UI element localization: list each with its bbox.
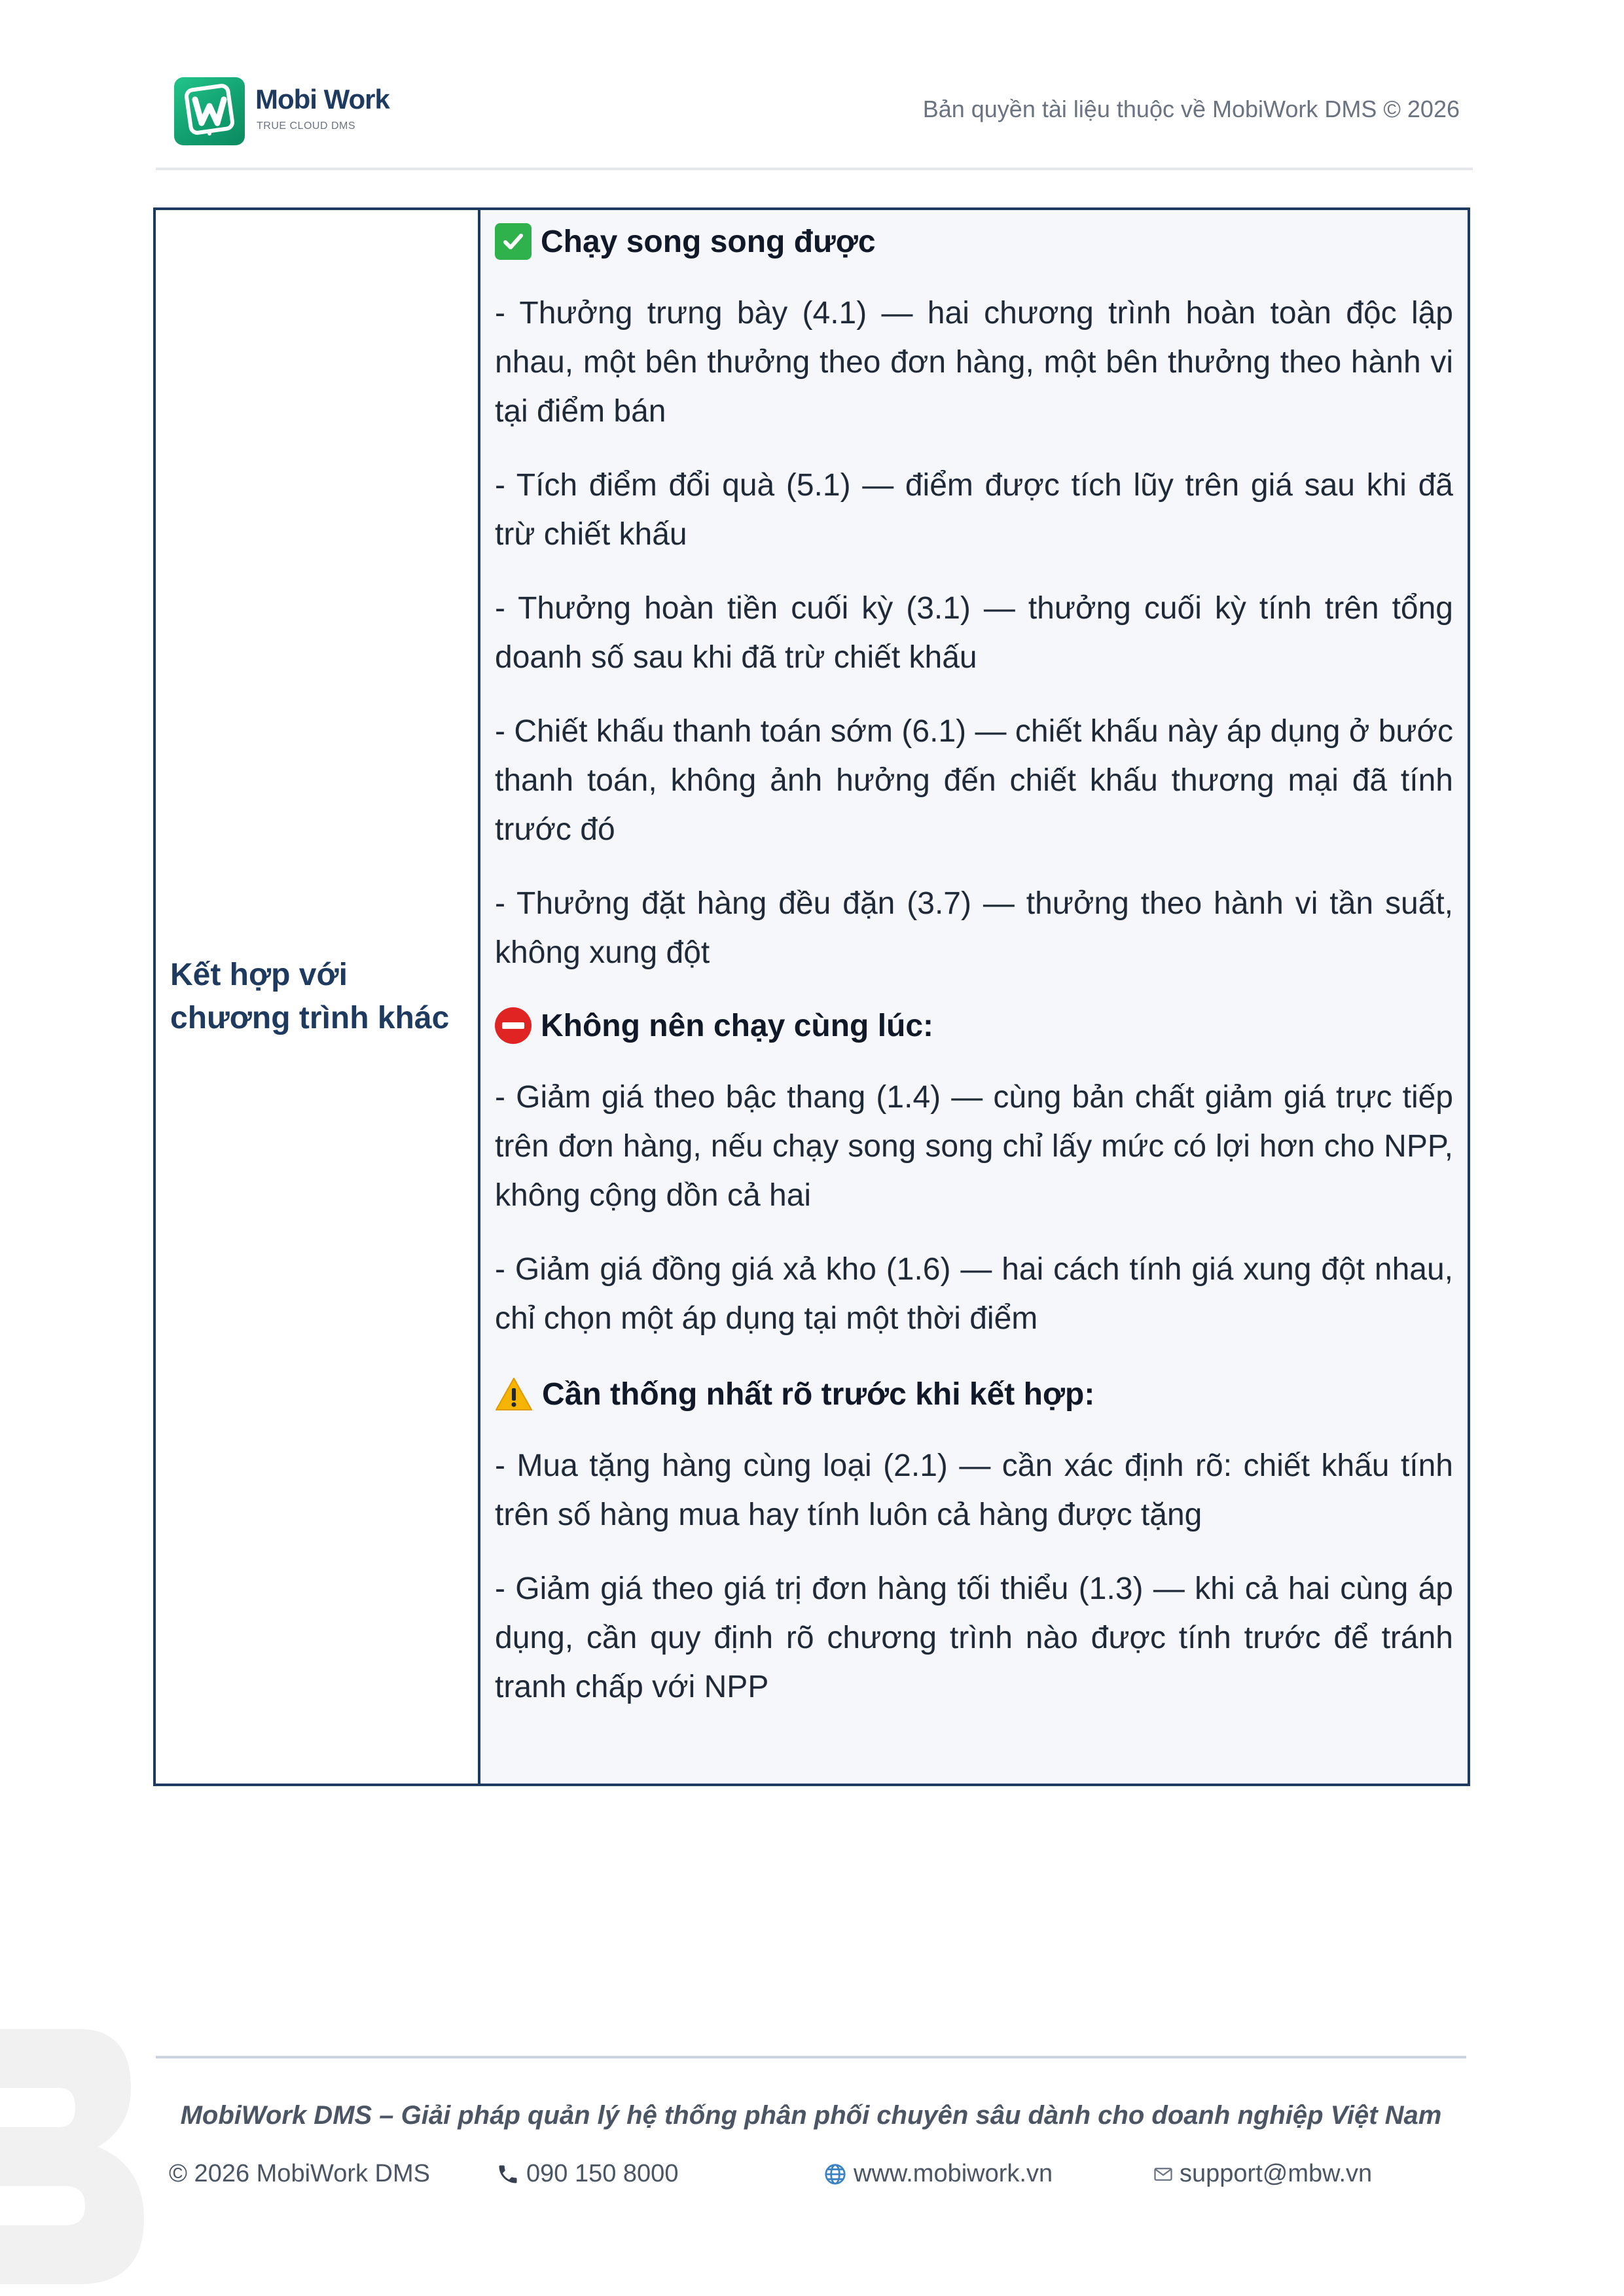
section-heading-text: Chạy song song được [541,224,876,259]
section-heading-text: Không nên chạy cùng lúc: [541,1008,934,1043]
footer-website-text[interactable]: www.mobiwork.vn [854,2160,1053,2187]
combination-table [153,207,1470,1786]
logo-tagline: TRUE CLOUD DMS [257,120,356,132]
footer-email[interactable] [1153,2160,1372,2188]
header-copyright: Bản quyền tài liệu thuộc về MobiWork DMS © 2026 [922,96,1460,122]
section-heading-text: Cần thống nhất rõ trước khi kết hợp: [542,1376,1095,1412]
list-item: - Tích điểm đổi quà (5.1) — điểm được tích lũy trên giá sau khi đã trừ chiết khấu [495,468,1453,552]
footer-divider [156,2056,1466,2058]
globe-icon [823,2162,847,2186]
phone-icon [496,2162,520,2186]
list-item: - Mua tặng hàng cùng loại (2.1) — cần xác định rõ: chiết khấu tính trên số hàng mua hay tính luôn cả hàng được tặng [495,1448,1453,1532]
check-mark-icon [495,223,532,260]
footer-tagline: MobiWork DMS – Giải pháp quản lý hệ thống phân phối chuyên sâu dành cho doanh nghiệp Việt Nam [180,2101,1442,2130]
footer-email-text[interactable]: support@mbw.vn [1180,2160,1373,2187]
warning-icon [495,1376,533,1412]
table-content-cell [480,210,1468,1784]
list-item: - Thưởng trưng bày (4.1) — hai chương trình hoàn toàn độc lập nhau, một bên thưởng theo đơn hàng, một bên thưởng theo hành vi tại điểm bán [495,296,1453,429]
list-item: - Giảm giá theo bậc thang (1.4) — cùng bản chất giảm giá trực tiếp trên đơn hàng, nếu chạy song song chỉ lấy mức có lợi hơn cho NPP, không cộng dồn cả hai [495,1080,1453,1213]
list-item: - Thưởng hoàn tiền cuối kỳ (3.1) — thưởng cuối kỳ tính trên tổng doanh số sau khi đã trừ chiết khấu [495,591,1453,675]
watermark-logo-icon [0,2016,157,2296]
mobiwork-logo-icon [174,77,245,145]
section-heading-not-together [495,1001,1453,1050]
table-label-cell [156,210,480,1784]
list-item: - Chiết khấu thanh toán sớm (6.1) — chiết khấu này áp dụng ở bước thanh toán, không ảnh hưởng đến chiết khấu thương mại đã tính trước đó [495,714,1453,847]
row-label: Kết hợp với chương trình khác [170,958,450,1035]
no-entry-icon [495,1007,532,1044]
header-divider [156,168,1473,170]
footer-phone-text: 090 150 8000 [526,2160,679,2187]
section-heading-parallel [495,217,1453,266]
section-heading-agree-first [495,1369,1453,1419]
list-item: - Giảm giá đồng giá xả kho (1.6) — hai cách tính giá xung đột nhau, chỉ chọn một áp dụng tại một thời điểm [495,1252,1453,1336]
envelope-icon [1153,2166,1173,2183]
footer-phone [496,2160,678,2188]
footer-copyright [169,2160,430,2188]
logo-name: Mobi Work [255,84,389,115]
footer-contacts [169,2160,1471,2199]
footer-copyright-text: © 2026 MobiWork DMS [169,2160,430,2187]
list-item: - Giảm giá theo giá trị đơn hàng tối thiểu (1.3) — khi cả hai cùng áp dụng, cần quy định rõ chương trình nào được tính trước để tránh tranh chấp với NPP [495,1571,1453,1704]
list-item: - Thưởng đặt hàng đều đặn (3.7) — thưởng theo hành vi tần suất, không xung đột [495,886,1453,970]
footer-website[interactable] [823,2160,1053,2188]
page-header [156,71,1473,170]
